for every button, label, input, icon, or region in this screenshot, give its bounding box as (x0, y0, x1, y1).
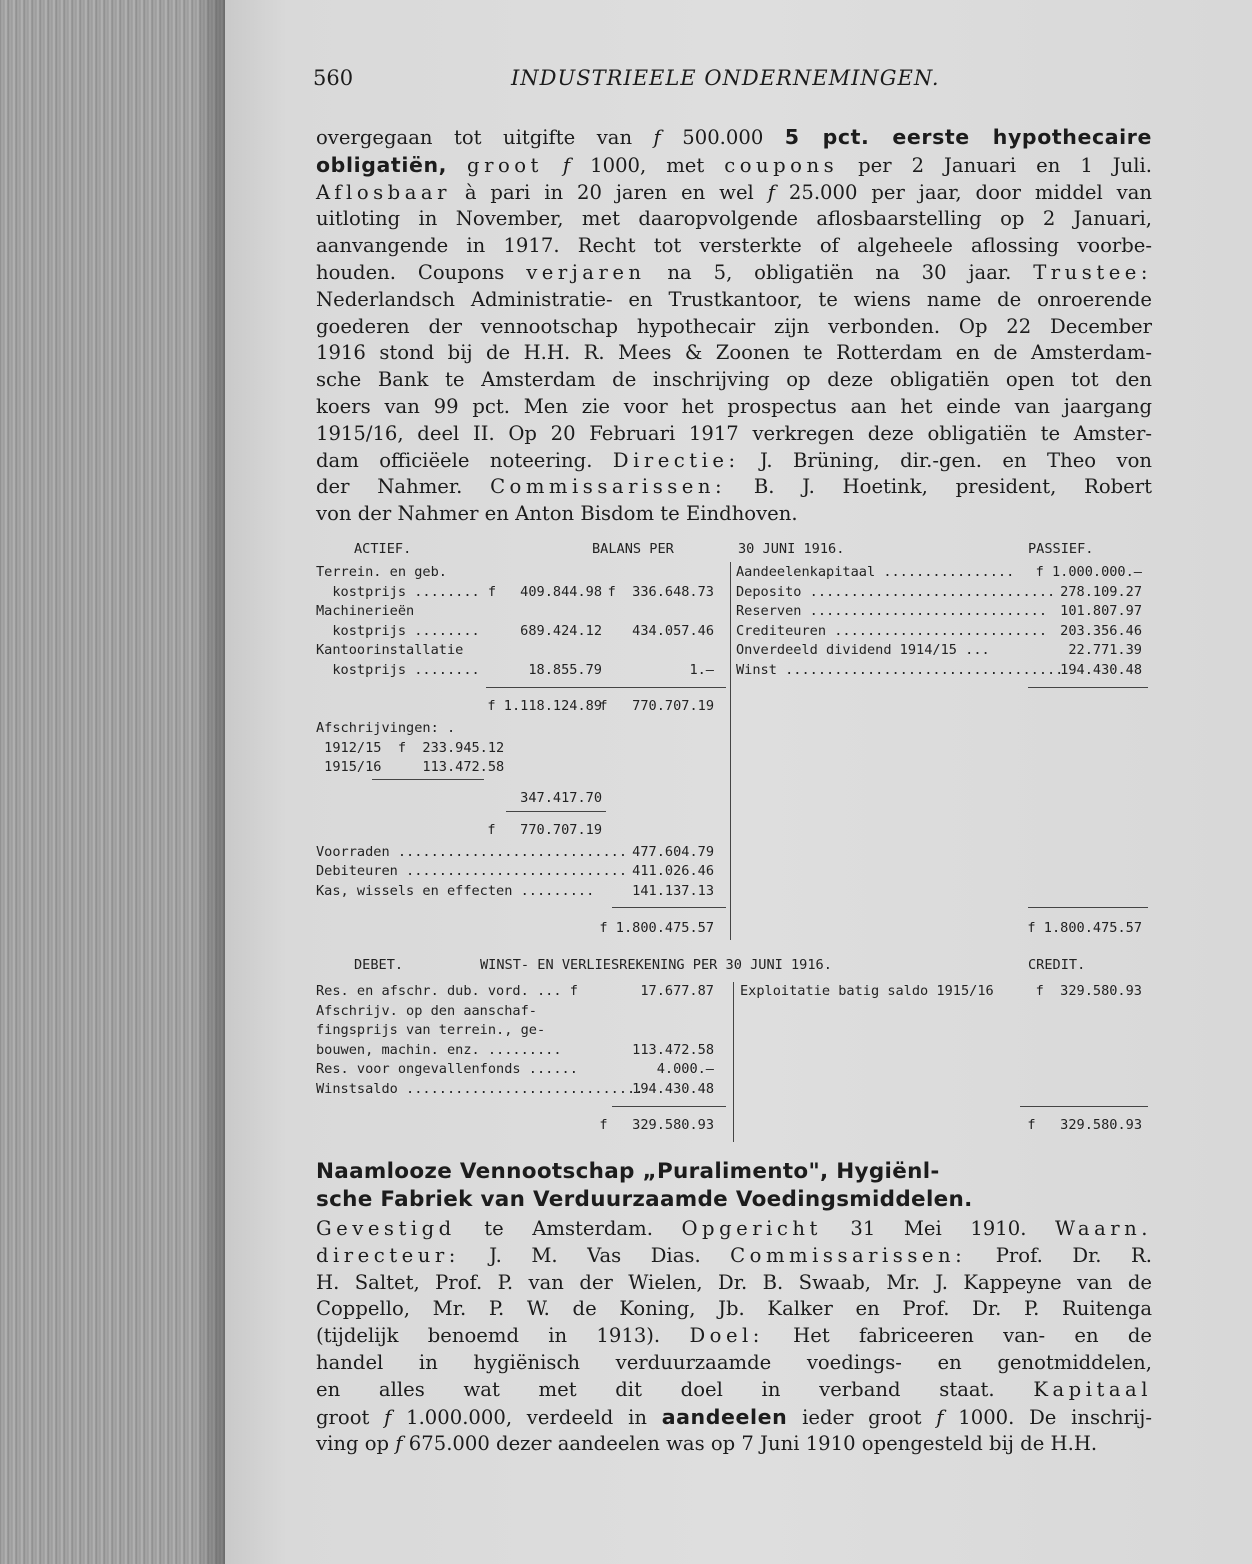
liability-value: 101.807.97 (1060, 603, 1142, 620)
text-line (316, 1216, 1152, 1243)
company-title-line2: sche Fabriek van Verduurzaamde Voedingsmiddelen. (316, 1187, 973, 1212)
text-line (316, 501, 1152, 528)
text-run: Coppello, Mr. P. W. de Koning, Jb. Kalker en Prof. Dr. P. Ruitenga (316, 1297, 1152, 1321)
text-run: B. J. Hoetink, president, Robert (726, 475, 1152, 499)
text-run: ieder groot (787, 1405, 937, 1429)
text-run: en alles wat met dit doel in verband staat. (316, 1377, 1034, 1401)
text-run: overgegaan tot uitgifte van (316, 126, 654, 149)
text-line (316, 1350, 1152, 1377)
text-run: Commissarissen: (730, 1243, 967, 1267)
text-line (316, 367, 1152, 394)
pl-heading-title: WINST- EN VERLIESREKENING PER 30 JUNI 1916. (480, 957, 832, 973)
text-run: 5 pct. eerste hypothecaire (784, 125, 1153, 149)
text-run: Aflosbaar (316, 180, 451, 204)
current-asset-value: 141.137.13 (632, 882, 714, 899)
debit-label: Res. voor ongevallenfonds ...... (316, 1061, 578, 1078)
debit-label: fingsprijs van terrein., ge- (316, 1022, 546, 1039)
text-run: coupons (724, 153, 839, 177)
depreciation-rule (372, 779, 484, 780)
text-run: f (653, 126, 661, 149)
current-asset-value: 411.026.46 (632, 863, 714, 880)
asset-label: kostprijs ........ (316, 622, 480, 639)
liability-value: 203.356.46 (1060, 622, 1142, 639)
text-run: f (395, 1432, 403, 1456)
balance-heading-title: BALANS PER (592, 541, 674, 557)
text-run: J. M. Vas Dias. (459, 1243, 731, 1267)
credit-total: f 329.580.93 (1027, 1117, 1142, 1133)
paragraph-puralimento (316, 1216, 1152, 1458)
text-run: Gevestigd (316, 1217, 456, 1240)
balance-heading-passief: PASSIEF. (1028, 541, 1094, 557)
pl-heading-credit: CREDIT. (1028, 957, 1086, 973)
text-line (316, 206, 1152, 233)
current-asset-label: Voorraden ............................ (316, 843, 627, 860)
liability-label: Aandeelenkapitaal ................ (736, 564, 1015, 580)
text-run: Waarn. (1054, 1217, 1152, 1240)
liability-label: Reserven ............................. (736, 603, 1047, 620)
asset-value-net: f 336.648.73 (607, 583, 714, 600)
text-run: H. Saltet, Prof. P. van der Wielen, Dr. B. Swaab, Mr. J. Kappeyne van de (316, 1270, 1152, 1294)
subtotal-net: f 770.707.19 (599, 697, 714, 714)
debit-total: f 329.580.93 (599, 1117, 714, 1133)
current-asset-value: 477.604.79 (632, 843, 714, 860)
liability-label: Winst .................................. (736, 662, 1064, 678)
text-line (316, 1270, 1152, 1297)
text-run: sche Bank te Amsterdam de inschrijving op deze obligatiën open tot den (316, 368, 1152, 392)
text-run: uitloting in November, met daaropvolgende aflosbaarstelling op 2 Januari, (316, 207, 1152, 231)
pl-debit-side (316, 982, 726, 1142)
running-title: INDUSTRIEELE ONDERNEMINGEN. (511, 66, 940, 90)
total-rule (612, 907, 726, 908)
balance-heading-date: 30 JUNI 1916. (738, 541, 845, 557)
depreciation-label: Afschrijvingen: . (316, 719, 456, 736)
depreciation-total: 347.417.70 (520, 789, 602, 806)
pl-credit-side (736, 982, 1156, 1142)
depreciation-row: 1915/16 113.472.58 (316, 759, 505, 776)
debit-value: 194.430.48 (632, 1081, 714, 1097)
asset-label: kostprijs ........ f (316, 583, 497, 600)
text-run (447, 154, 467, 177)
text-run: 1000. De inschrij- (943, 1405, 1152, 1429)
text-line (316, 1377, 1152, 1404)
text-run: f (384, 1405, 392, 1429)
balance-assets (316, 563, 726, 943)
text-run: von der Nahmer en Anton Bisdom te Eindhoven. (316, 502, 798, 526)
pl-divider (733, 982, 734, 1142)
subtotal-rule-2 (506, 811, 606, 812)
text-line (316, 1296, 1152, 1323)
text-run: per 2 Januari en 1 Juli. (838, 153, 1152, 177)
text-run: ving op (316, 1432, 396, 1456)
liability-label: Onverdeeld dividend 1914/15 ... (736, 642, 990, 659)
profit-loss-account (316, 956, 1156, 1146)
current-asset-label: Debiteuren ........................... (316, 863, 627, 880)
debit-label: bouwen, machin. enz. ......... (316, 1041, 562, 1058)
text-run: (tijdelijk benoemd in 1913). (316, 1324, 690, 1348)
text-line (316, 1431, 1152, 1458)
liability-value: 194.430.48 (1060, 662, 1142, 678)
credit-value: f 329.580.93 (1035, 983, 1142, 999)
company-title (316, 1158, 1152, 1214)
text-run: der Nahmer. (316, 475, 491, 499)
text-run: groot (467, 153, 543, 177)
debit-value: 17.677.87 (640, 983, 714, 999)
balance-divider (730, 562, 731, 940)
credit-total-rule (1020, 1106, 1148, 1107)
text-run: 500.000 (660, 126, 785, 149)
text-run: Directie: (612, 448, 740, 472)
text-run: f (562, 153, 571, 177)
text-run: 31 Mei 1910. (821, 1217, 1055, 1240)
text-line (316, 474, 1152, 501)
subtotal-rule (486, 687, 726, 688)
text-line (316, 394, 1152, 421)
debit-label: Res. en afschr. dub. vord. ... f (316, 983, 578, 999)
asset-value-net: 434.057.46 (632, 622, 714, 639)
text-run: f (936, 1405, 944, 1429)
pl-heading-debet: DEBET. (354, 957, 404, 973)
text-run: groot (316, 1405, 385, 1429)
text-run: 25.000 per jaar, door middel van (774, 180, 1153, 204)
assets-total: f 1.800.475.57 (599, 919, 714, 936)
current-asset-label: Kas, wissels en effecten ......... (316, 882, 595, 899)
asset-value-net: 1.— (689, 662, 714, 678)
text-run: na 5, obligatiën na 30 jaar. (645, 260, 1034, 284)
text-run: 675.000 dezer aandeelen was op 7 Juni 1910 opengesteld bij de H.H. (402, 1432, 1098, 1456)
text-run: 1.000.000, verdeeld in (391, 1405, 662, 1429)
liability-value: 278.109.27 (1060, 583, 1142, 600)
text-run: Trustee: (1033, 260, 1152, 284)
text-run: verjaren (526, 260, 646, 284)
text-run: dam officiëele noteering. (316, 448, 613, 472)
text-run: goederen der vennootschap hypothecair zijn verbonden. Op 22 December (316, 314, 1152, 338)
liabilities-total-rule (1028, 907, 1148, 908)
liabilities-rule (1028, 687, 1148, 688)
net-fixed-assets: f 770.707.19 (487, 821, 602, 838)
company-title-line1: Naamlooze Vennootschap „Puralimento", Hygiënl- (316, 1159, 940, 1184)
text-line (316, 287, 1152, 314)
asset-label: Terrein. en geb. (316, 564, 447, 580)
book-spine-page-edges (0, 0, 225, 1564)
text-run: koers van 99 pct. Men zie voor het prospectus aan het einde van jaargang (316, 394, 1152, 418)
text-line (316, 1404, 1152, 1432)
balance-liabilities (736, 563, 1156, 943)
debit-label: Afschrijv. op den aanschaf- (316, 1002, 537, 1019)
text-run: 1915/16, deel II. Op 20 Februari 1917 verkregen deze obligatiën te Amster- (316, 421, 1152, 445)
text-line (316, 1243, 1152, 1270)
text-line (316, 340, 1152, 367)
liability-value: 22.771.39 (1068, 642, 1142, 659)
credit-label: Exploitatie batig saldo 1915/16 (740, 983, 994, 999)
text-run: obligatiën, (316, 152, 448, 177)
text-run: Nederlandsch Administratie- en Trustkantoor, te wiens name de onroerende (316, 287, 1152, 311)
liability-label: Deposito .............................. (736, 583, 1056, 600)
text-run: Commissarissen: (490, 475, 727, 499)
debit-value: 113.472.58 (632, 1041, 714, 1058)
text-line (316, 260, 1152, 287)
text-run: handel in hygiënisch verduurzaamde voedings- en genotmiddelen, (316, 1350, 1152, 1374)
balance-sheet (316, 540, 1156, 940)
page-header (313, 66, 1153, 102)
text-run: Opgericht (681, 1217, 822, 1240)
page-number: 560 (313, 66, 354, 90)
debit-total-rule (612, 1106, 726, 1107)
text-run: f (767, 180, 775, 204)
paragraph-obligations (316, 124, 1152, 528)
text-run: Kapitaal (1033, 1377, 1152, 1401)
asset-value-1916: 409.844.98 (520, 583, 602, 600)
asset-value-1916: 689.424.12 (520, 622, 602, 639)
text-line (316, 124, 1152, 152)
text-run: 1916 stond bij de H.H. R. Mees & Zoonen te Rotterdam en de Amsterdam- (316, 341, 1152, 365)
text-line (316, 448, 1152, 475)
balance-heading-actief: ACTIEF. (354, 541, 412, 557)
text-run: à pari in 20 jaren en wel (450, 180, 768, 204)
text-line (316, 421, 1152, 448)
asset-value-1916: 18.855.79 (528, 662, 602, 678)
text-run: houden. Coupons (316, 260, 527, 284)
text-line (316, 180, 1152, 207)
text-run: aanvangende in 1917. Recht tot versterkte of algeheele aflossing voorbe- (316, 234, 1152, 258)
liability-label: Crediteuren .......................... (736, 622, 1047, 639)
depreciation-row: 1912/15 f 233.945.12 (316, 739, 505, 756)
liability-value: f 1.000.000.— (1035, 564, 1142, 580)
text-run: te Amsterdam. (455, 1217, 682, 1240)
text-line (316, 233, 1152, 260)
liabilities-total: f 1.800.475.57 (1027, 919, 1142, 936)
text-run: directeur: (316, 1243, 460, 1267)
text-run: Het fabriceeren van- en de (763, 1324, 1152, 1348)
subtotal-gross: f 1.118.124.89 (487, 697, 602, 714)
text-run: aandeelen (661, 1404, 788, 1429)
asset-label: kostprijs ........ (316, 662, 480, 678)
text-line (316, 1323, 1152, 1350)
debit-label: Winstsaldo ............................. (316, 1081, 644, 1097)
asset-label: Kantoorinstallatie (316, 642, 464, 659)
text-run: J. Brüning, dir.-gen. en Theo von (739, 448, 1152, 472)
text-run (543, 154, 563, 177)
text-run: 1000, met (570, 153, 725, 177)
text-run: Doel: (689, 1324, 764, 1348)
text-run: Prof. Dr. R. (966, 1243, 1152, 1267)
asset-label: Machinerieën (316, 603, 415, 620)
debit-value: 4.000.— (656, 1061, 714, 1078)
text-line (316, 314, 1152, 341)
text-line (316, 152, 1152, 180)
